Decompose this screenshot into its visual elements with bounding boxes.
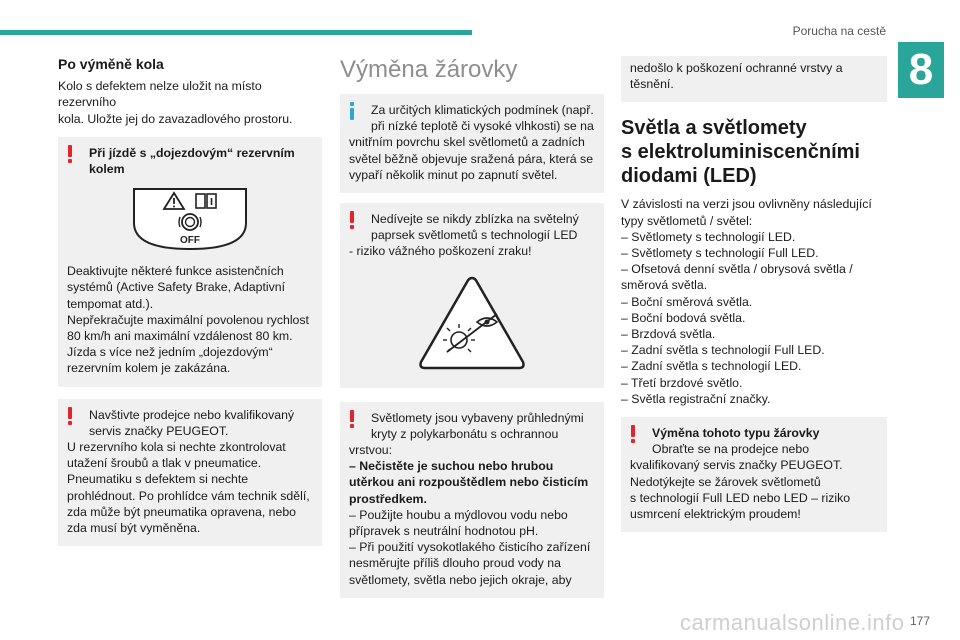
warning-body: Deaktivujte některé funkce asistenčních systémů (Active Safety Brake, Adaptivní tempomat atd.). Nepřekračujte maximální povolenou rychlost 80 km/h ani maximální vzdálenost 80 km. Jízda s více než jedním „dojezdovým“ rezervním kolem je zakázána. [67,264,309,376]
led-eye-hazard-figure [349,274,595,372]
page-number: 177 [909,614,930,628]
page-header-title: Porucha na cestě [792,24,886,38]
list-item: – Zadní světla s technologií LED. [621,359,802,374]
warning-title-line: kolem [89,162,125,177]
intro-paragraph: Kolo s defektem nelze uložit na místo rezervního kola. Uložte jej do zavazadlového prostoru. [58,79,293,126]
list-item: směrová světla. [621,278,708,293]
list-item: – Světla registrační značky. [621,391,771,406]
chapter-number-tab: 8 [898,42,944,98]
list-item: – Brzdová světla. [621,327,716,342]
led-types-list [621,229,887,407]
warning-icon [350,211,354,229]
column-3 [621,56,887,542]
eye-hazard-warning-icon [417,274,527,372]
list-item: – Ofsetová denní světla / obrysová světla / [621,262,853,277]
list-item: – Světlomety s technologií Full LED. [621,246,819,261]
led-intro: V závislosti na verzi jsou ovlivněny následující typy světlometů / světel: [621,197,872,228]
list-item: – Boční směrová světla. [621,294,753,309]
list-item: – Světlomety s technologií LED. [621,229,796,244]
header-accent-bar [0,30,472,35]
driver-assist-off-panel [130,187,250,251]
list-item: – Boční bodová světla. [621,310,746,325]
column-1 [58,56,322,556]
warning-icon [631,425,635,443]
warning-title: Výměna tohoto typu žárovky [652,426,820,441]
warning-title-line: Při jízdě s „dojezdovým“ rezervním [89,145,295,160]
driver-assist-panel-figure [67,187,313,251]
warning-box-led-bulb: Výměna tohoto typu žárovky Obraťte se na prodejce nebo kvalifikovaný servis značky PEUGEOT. Nedotýkejte se žárovek světlometů s technologií Full LED nebo LED – riziko usmrcení elektrickým proudem! [621,417,887,532]
heading-bulb-replacement: Výměna žárovky [340,56,518,83]
heading-after-wheel-change: Po výměně kola [58,56,164,72]
off-label: OFF [180,235,200,247]
warning-box-dealer-check: Navštivte prodejce nebo kvalifikovaný servis značky PEUGEOT. U rezervního kola si nechte zkontrolovat utažení šroubů a tlak v pneumatice. Pneumatiku s defektem si nechte prohlédnout. Po prohlídce vám technik sdělí, zda může být pneumatika opravena, nebo zda musí být vyměněna. [58,399,322,547]
watermark: carmanualsonline.info [680,610,905,635]
list-item: – Zadní světla s technologií Full LED. [621,343,825,358]
heading-led-lights: Světla a světlomety s elektroluminiscenčními diodami (LED) [621,117,860,188]
column-2 [340,56,604,608]
info-box-condensation: Za určitých klimatických podmínek (např. při nízké teplotě či vysoké vlhkosti) se na vnitřním povrchu skel světlometů a zadních světel běžně objevuje sražená pára, která se vypaří několik minut po zapnutí světel. [340,94,604,193]
list-item: – Třetí brzdové světlo. [621,375,743,390]
info-icon [350,102,354,120]
warning-icon [68,407,72,425]
warning-icon [350,410,354,428]
warning-box-polycarbonate: Světlomety jsou vybaveny průhlednými kryty z polykarbonátu s ochrannou vrstvou: – Nečistěte je suchou nebo hrubou utěrkou ani rozpouštědlem nebo čisticím prostředkem. – Použijte houbu a mýdlovou vodu nebo přípravek s neutrální hodnotou pH. – Při použití vysokotlakého čisticího zařízení nesměrujte příliš dlouho proud vody na světlomety, světla nebo jejich okraje, aby [340,402,604,598]
warning-box-space-saver [58,137,322,387]
warning-icon [68,145,72,163]
continued-box: nedošlo k poškození ochranné vrstvy a těsnění. [621,56,887,102]
warning-box-led-eye: Nedívejte se nikdy zblízka na světelný paprsek světlometů s technologií LED - riziko vážného poškození zraku! [340,203,604,388]
